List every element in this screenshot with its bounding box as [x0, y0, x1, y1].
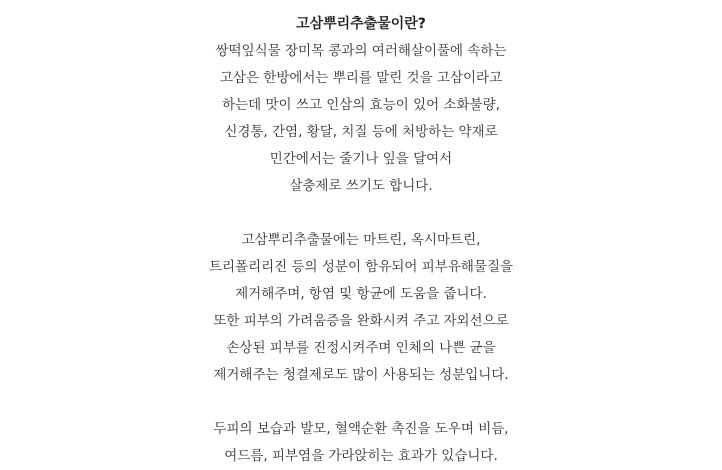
paragraph-line: 여드름, 피부염을 가라앉히는 효과가 있습니다. [224, 448, 498, 464]
article-title: 고삼뿌리추출물이란? [296, 16, 426, 32]
paragraph-ingredients [0, 227, 722, 389]
paragraph-line: 두피의 보습과 발모, 혈액순환 촉진을 도우며 비듬, [213, 421, 509, 437]
paragraph-line: 또한 피부의 가려움증을 완화시켜 주고 자외선으로 [213, 313, 509, 329]
paragraph-line: 손상된 피부를 진정시켜주며 인체의 나쁜 균을 [226, 340, 496, 356]
paragraph-origin [0, 38, 722, 200]
paragraph-line: 민간에서는 줄기나 잎을 달여서 [269, 151, 453, 167]
paragraph-line: 살충제로 쓰기도 합니다. [289, 178, 433, 194]
paragraph-line: 고삼은 한방에서는 뿌리를 말린 것을 고삼이라고 [219, 70, 503, 86]
paragraph-line: 제거해주는 청결제로도 많이 사용되는 성분입니다. [213, 367, 509, 383]
paragraph-line: 트리폴리리진 등의 성분이 함유되어 피부유해물질을 [208, 259, 514, 275]
paragraph-line: 쌍떡잎식물 장미목 콩과의 여러해살이풀에 속하는 [215, 43, 507, 59]
paragraph-line: 하는데 맛이 쓰고 인삼의 효능이 있어 소화불량, [222, 97, 500, 113]
paragraph-scalp [0, 416, 722, 470]
paragraph-line: 제거해주며, 항염 및 항균에 도움을 줍니다. [235, 286, 487, 302]
paragraph-line: 신경통, 간염, 황달, 치질 등에 처방하는 약재로 [224, 124, 498, 140]
paragraph-line: 고삼뿌리추출물에는 마트린, 옥시마트린, [241, 232, 481, 248]
